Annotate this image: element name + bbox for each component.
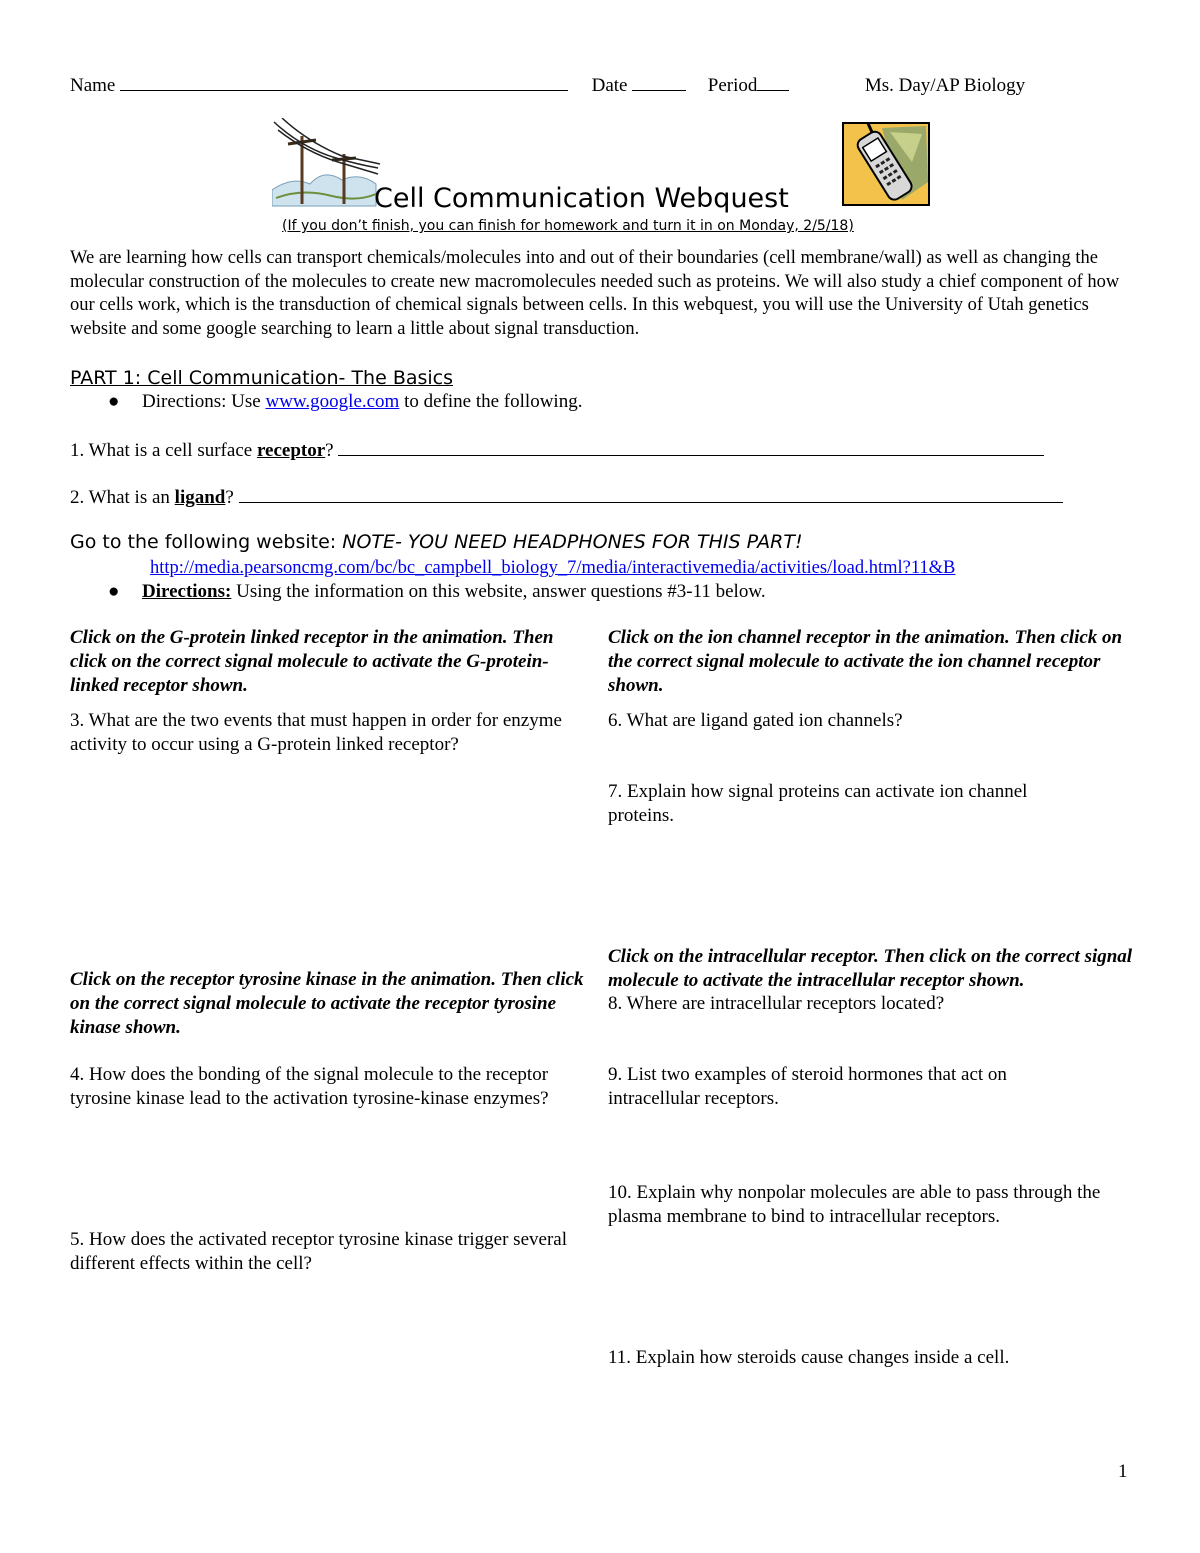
directions-suffix: to define the following.: [404, 391, 583, 412]
question-7: 7. Explain how signal proteins can activate ion channel proteins.: [608, 781, 1028, 826]
subtitle: (If you don’t finish, you can finish for homework and turn it in on Monday, 2/5/18): [282, 218, 854, 234]
cell-phone-icon: [842, 122, 930, 206]
question-1: [70, 437, 1044, 463]
question-4: 4. How does the bonding of the signal molecule to the receptor tyrosine kinase lead to the activation tyrosine-kinase enzymes?: [70, 1064, 549, 1109]
period-blank[interactable]: [757, 72, 789, 91]
question-3: 3. What are the two events that must happen in order for enzyme activity to occur using a G-protein linked receptor?: [70, 710, 562, 755]
name-label: Name: [70, 75, 116, 96]
directions-prefix: Directions: Use: [142, 391, 261, 412]
question-6: 6. What are ligand gated ion channels?: [608, 710, 903, 731]
directions-text: Using the information on this website, answer questions #3-11 below.: [236, 581, 766, 602]
q1-prefix: 1. What is a cell surface: [70, 440, 253, 461]
q1-term: receptor: [256, 440, 326, 461]
q1-answer-line[interactable]: [338, 437, 1044, 456]
q2-term: ligand: [174, 487, 226, 508]
page-title: Cell Communication Webquest: [374, 183, 789, 214]
part1-directions: [142, 390, 582, 414]
intro-paragraph: We are learning how cells can transport chemicals/molecules into and out of their boundaries (cell membrane/wall) as well as changing the molecular construction of the molecules to create new macromolecules needed such as proteins. We will also study a chief component of how our cells work, which is the transduction of chemical signals between cells. In this webquest, you will use the University of Utah genetics website and some google searching to learn a little about signal transduction.: [70, 248, 1120, 339]
gprotein-instructions: Click on the G-protein linked receptor in the animation. Then click on the correct signal molecule to activate the G-protein-linked receptor shown.: [70, 627, 554, 696]
question-10: 10. Explain why nonpolar molecules are able to pass through the plasma membrane to bind to intracellular receptors.: [608, 1182, 1101, 1227]
question-11: 11. Explain how steroids cause changes inside a cell.: [608, 1347, 1010, 1368]
directions-label: Directions:: [142, 581, 232, 602]
header-row: [70, 72, 1140, 98]
bullet-icon-2: ●: [108, 581, 120, 602]
power-line-icon: [272, 118, 382, 208]
course-label: Ms. Day/AP Biology: [864, 75, 1026, 96]
website-url: [150, 556, 955, 580]
q2-answer-line[interactable]: [239, 484, 1063, 503]
part1-heading: PART 1: Cell Communication- The Basics: [70, 367, 454, 389]
headphones-note: NOTE- YOU NEED HEADPHONES FOR THIS PART!: [342, 531, 803, 553]
period-label: Period: [707, 75, 758, 96]
question-2: [70, 484, 1063, 510]
name-blank[interactable]: [120, 72, 568, 91]
website-intro-text: Go to the following website:: [70, 531, 337, 553]
intracellular-instructions: Click on the intracellular receptor. Then click on the correct signal molecule to activate the intracellular receptor shown.: [608, 946, 1133, 991]
date-label: Date: [591, 75, 628, 96]
website-intro: [70, 530, 803, 554]
rtk-instructions: Click on the receptor tyrosine kinase in the animation. Then click on the correct signal molecule to activate the receptor tyrosine kinase shown.: [70, 969, 584, 1038]
bullet-icon: ●: [108, 391, 120, 412]
date-blank[interactable]: [632, 72, 686, 91]
question-8: 8. Where are intracellular receptors located?: [608, 993, 945, 1014]
q1-suffix: ?: [325, 440, 334, 461]
q2-suffix: ?: [225, 487, 234, 508]
pearson-link[interactable]: http://media.pearsoncmg.com/bc/bc_campbell_biology_7/media/interactivemedia/activities/load.html?11&B: [150, 558, 956, 578]
question-5: 5. How does the activated receptor tyrosine kinase trigger several different effects within the cell?: [70, 1229, 567, 1274]
q2-prefix: 2. What is an: [70, 487, 170, 508]
ion-instructions: Click on the ion channel receptor in the animation. Then click on the correct signal molecule to activate the ion channel receptor shown.: [608, 627, 1123, 696]
page-number: 1: [1118, 1461, 1128, 1482]
google-link[interactable]: www.google.com: [265, 391, 400, 412]
website-directions: [142, 580, 766, 604]
question-9: 9. List two examples of steroid hormones that act on intracellular receptors.: [608, 1064, 1007, 1109]
